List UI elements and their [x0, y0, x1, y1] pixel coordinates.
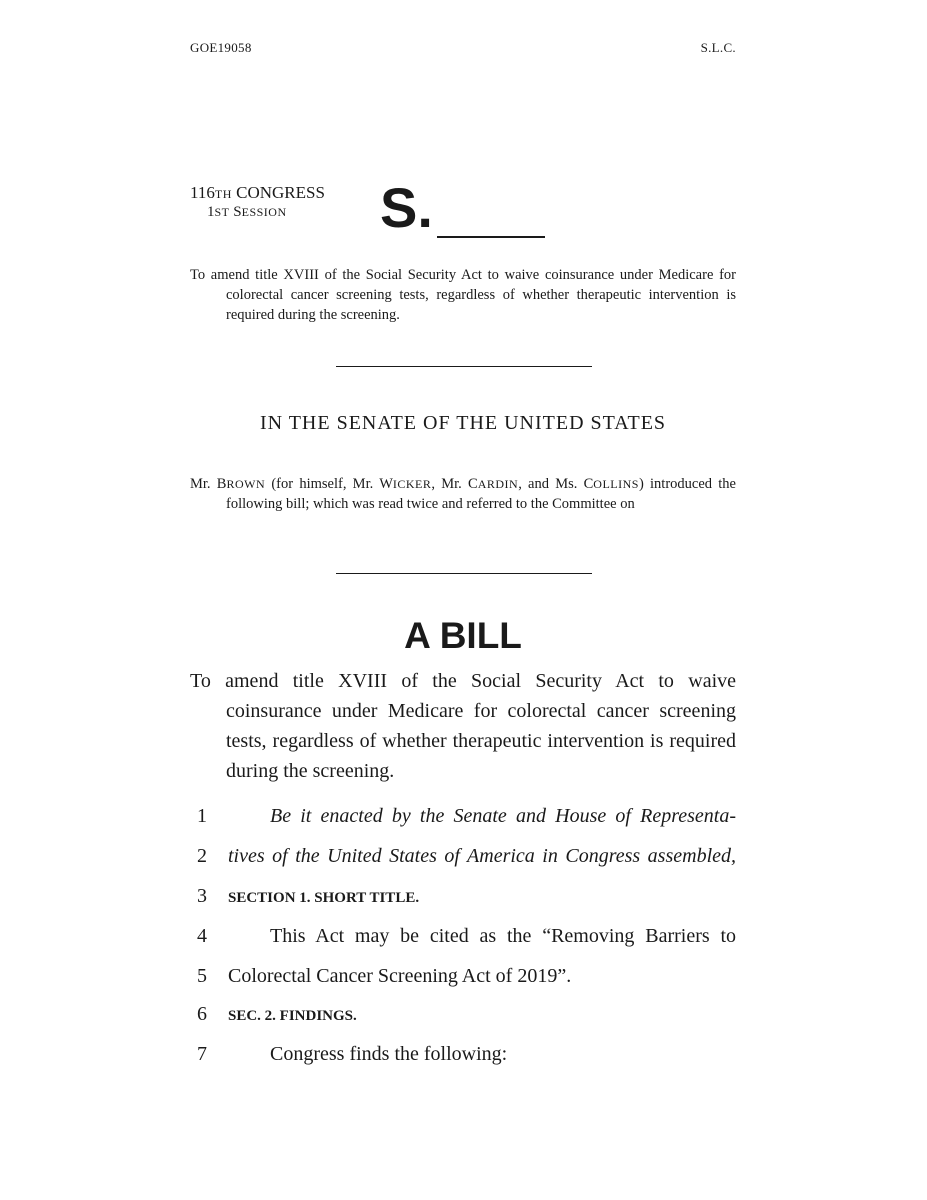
bill-line-7: [190, 1042, 736, 1082]
bill-line-1: [190, 804, 736, 844]
sponsor-brown-rest: ROWN: [226, 477, 266, 491]
long-title: To amend title XVIII of the Social Security Act to waive coinsurance under Medicare for colorectal cancer screening tests, regardless of whether therapeutic intervention is required during the screening.: [190, 670, 736, 782]
bill-line-4: [190, 924, 736, 964]
session-number: 1: [207, 204, 215, 220]
line-number: 3: [197, 885, 207, 907]
bill-line-2: [190, 844, 736, 884]
chamber-heading: IN THE SENATE OF THE UNITED STATES: [259, 412, 667, 434]
short-title: To amend title XVIII of the Social Security Act to waive coinsurance under Medicare for colorectal cancer screening tests, regardless of whether therapeutic intervention is required during the screening.: [190, 267, 736, 323]
sponsor-brown-initial: B: [216, 476, 227, 492]
line-number: 1: [197, 805, 207, 827]
sponsors-text: Mr.: [190, 476, 217, 492]
bill-line-3: [190, 884, 736, 924]
sponsor-cardin-initial: C: [468, 476, 478, 492]
bill-line-6: [190, 1002, 736, 1042]
sponsor-cardin-rest: ARDIN: [477, 477, 519, 491]
session-label: [207, 203, 287, 221]
congress-number-digits: 116: [190, 183, 215, 202]
document-id: GOE19058: [190, 40, 252, 55]
divider-rule: [336, 366, 592, 367]
line-number: 7: [197, 1043, 207, 1065]
line-number: 4: [197, 925, 207, 947]
line-number: 5: [197, 965, 207, 987]
sponsor-wicker-rest: ICKER: [392, 477, 432, 491]
line-text: Colorectal Cancer Screening Act of 2019”.: [228, 965, 572, 987]
session-word-rest: ESSION: [241, 205, 287, 219]
sponsor-wicker-initial: W: [379, 476, 393, 492]
line-text: Be it enacted by the Senate and House of Representa-: [270, 805, 736, 827]
line-number: 2: [197, 845, 207, 867]
line-number: 6: [197, 1003, 207, 1025]
congress-number: [190, 183, 325, 204]
sponsors-text: (for himself, Mr.: [265, 476, 380, 492]
line-text: This Act may be cited as the “Removing Barriers to: [270, 925, 736, 947]
session-word-first: S: [233, 204, 242, 220]
sponsor-collins-rest: OLLINS: [593, 477, 639, 491]
bill-number-blank: [437, 236, 545, 238]
sponsors-text: , Mr.: [431, 476, 469, 492]
bill-heading: A BILL: [404, 615, 522, 656]
office-code: S.L.C.: [700, 40, 736, 55]
sponsors-text: , and Ms.: [518, 476, 584, 492]
congress-word: CONGRESS: [236, 183, 325, 202]
congress-number-suffix: TH: [214, 187, 232, 201]
section-heading: SECTION 1. SHORT TITLE.: [228, 890, 420, 906]
section-heading: SEC. 2. FINDINGS.: [228, 1008, 357, 1024]
bill-designation: S.: [380, 176, 433, 239]
line-text: Congress finds the following:: [270, 1043, 508, 1065]
session-suffix: ST: [214, 205, 230, 219]
divider-rule: [336, 573, 592, 574]
line-text: tives of the United States of America in Congress assembled,: [228, 845, 736, 867]
sponsor-collins-initial: C: [583, 476, 594, 492]
sponsors-text: ) introduced the following bill; which was read twice and referred to the Committee on: [226, 476, 736, 512]
sponsors-paragraph: [190, 474, 736, 514]
bill-line-5: [190, 964, 736, 1004]
